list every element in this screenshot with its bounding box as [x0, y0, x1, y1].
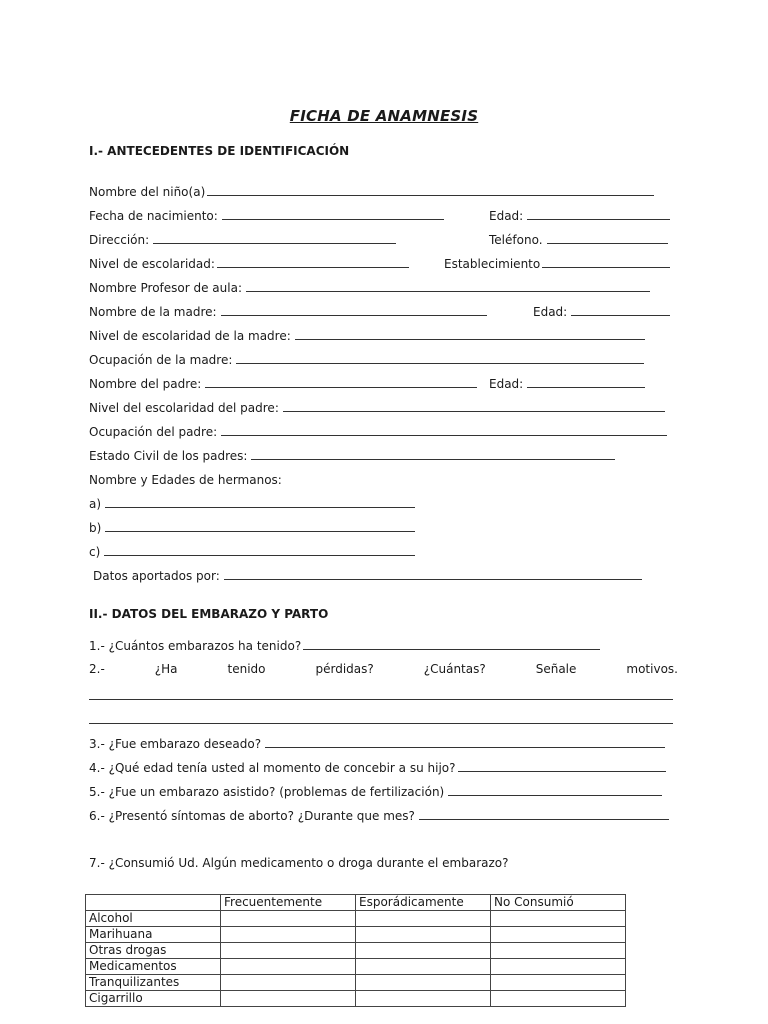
q4-label: 4.- ¿Qué edad tenía usted al momento de concebir a su hijo? — [89, 761, 456, 775]
table-row — [86, 911, 626, 927]
schooling-label: Nivel de escolaridad: — [89, 257, 215, 271]
sibling-b-blank[interactable] — [105, 520, 415, 532]
table-header-cell — [86, 895, 221, 911]
substance-table — [85, 894, 626, 1007]
father-schooling-field[interactable] — [89, 400, 665, 416]
sibling-c-field[interactable] — [89, 544, 415, 560]
table-cell[interactable] — [491, 927, 626, 943]
age-field-child[interactable] — [489, 208, 670, 224]
row-label: Otras drogas — [86, 943, 221, 959]
table-cell[interactable] — [221, 975, 356, 991]
school-label: Establecimiento — [444, 257, 541, 271]
schooling-field[interactable] — [89, 256, 409, 272]
table-header-cell: Esporádicamente — [356, 895, 491, 911]
row-label: Cigarrillo — [86, 991, 221, 1007]
table-cell[interactable] — [356, 991, 491, 1007]
father-age-label: Edad: — [489, 377, 524, 391]
section-identification-heading: I.- ANTECEDENTES DE IDENTIFICACIÓN — [89, 144, 350, 158]
q5-label: 5.- ¿Fue un embarazo asistido? (problemas de fertilización) — [89, 785, 445, 799]
father-occupation-field[interactable] — [89, 424, 667, 440]
q2-label — [89, 662, 678, 676]
birthdate-blank[interactable] — [222, 208, 444, 220]
address-blank[interactable] — [153, 232, 396, 244]
mother-age-label: Edad: — [533, 305, 568, 319]
table-row — [86, 991, 626, 1007]
sibling-a-label: a) — [89, 497, 102, 511]
table-cell[interactable] — [491, 975, 626, 991]
school-blank[interactable] — [542, 256, 670, 268]
table-header-cell: Frecuentemente — [221, 895, 356, 911]
table-cell[interactable] — [356, 959, 491, 975]
address-label: Dirección: — [89, 233, 150, 247]
table-cell[interactable] — [491, 943, 626, 959]
marital-status-blank[interactable] — [251, 448, 615, 460]
child-name-label: Nombre del niño(a) — [89, 185, 206, 199]
q3-field[interactable] — [89, 736, 665, 752]
mother-schooling-label: Nivel de escolaridad de la madre: — [89, 329, 291, 343]
sibling-a-blank[interactable] — [105, 496, 415, 508]
table-cell[interactable] — [221, 959, 356, 975]
q7-label: 7.- ¿Consumió Ud. Algún medicamento o droga durante el embarazo? — [89, 856, 509, 870]
q6-label: 6.- ¿Presentó síntomas de aborto? ¿Durante que mes? — [89, 809, 415, 823]
q2-word: tenido — [227, 662, 266, 676]
row-label: Tranquilizantes — [86, 975, 221, 991]
informant-field[interactable] — [93, 568, 642, 584]
q1-label: 1.- ¿Cuántos embarazos ha tenido? — [89, 639, 302, 653]
q6-field[interactable] — [89, 808, 669, 824]
mother-age-field[interactable] — [533, 304, 670, 320]
sibling-b-label: b) — [89, 521, 102, 535]
q2-blank-line-2[interactable] — [89, 722, 673, 724]
q3-label: 3.- ¿Fue embarazo deseado? — [89, 737, 262, 751]
marital-status-field[interactable] — [89, 448, 615, 464]
mother-occupation-blank[interactable] — [236, 352, 644, 364]
row-label: Alcohol — [86, 911, 221, 927]
table-row — [86, 975, 626, 991]
siblings-label: Nombre y Edades de hermanos: — [89, 473, 282, 487]
row-label: Marihuana — [86, 927, 221, 943]
table-row — [86, 943, 626, 959]
mother-occupation-label: Ocupación de la madre: — [89, 353, 233, 367]
q2-blank-line-1[interactable] — [89, 698, 673, 700]
table-header-cell: No Consumió — [491, 895, 626, 911]
father-age-field[interactable] — [489, 376, 645, 392]
teacher-field[interactable] — [89, 280, 650, 296]
address-field[interactable] — [89, 232, 396, 248]
q2-word: Señale — [535, 662, 577, 676]
father-schooling-label: Nivel del escolaridad del padre: — [89, 401, 279, 415]
father-occupation-label: Ocupación del padre: — [89, 425, 218, 439]
table-cell[interactable] — [491, 911, 626, 927]
father-schooling-blank[interactable] — [283, 400, 665, 412]
marital-status-label: Estado Civil de los padres: — [89, 449, 248, 463]
father-occupation-blank[interactable] — [221, 424, 667, 436]
sibling-b-field[interactable] — [89, 520, 415, 536]
q2-word: ¿Cuántas? — [423, 662, 486, 676]
teacher-label: Nombre Profesor de aula: — [89, 281, 242, 295]
mother-name-label: Nombre de la madre: — [89, 305, 217, 319]
school-field[interactable] — [444, 256, 670, 272]
q2-word: 2.- — [89, 662, 105, 676]
mother-name-field[interactable] — [89, 304, 487, 320]
age-blank-child[interactable] — [527, 208, 670, 220]
mother-schooling-field[interactable] — [89, 328, 645, 344]
phone-blank[interactable] — [547, 232, 668, 244]
sibling-a-field[interactable] — [89, 496, 415, 512]
informant-label: Datos aportados por: — [93, 569, 220, 583]
q2-word: pérdidas? — [315, 662, 374, 676]
table-cell[interactable] — [356, 911, 491, 927]
table-cell[interactable] — [356, 975, 491, 991]
table-row — [86, 927, 626, 943]
father-age-blank[interactable] — [527, 376, 645, 388]
q5-blank[interactable] — [448, 784, 662, 796]
birthdate-label: Fecha de nacimiento: — [89, 209, 218, 223]
table-cell[interactable] — [491, 959, 626, 975]
child-name-blank[interactable] — [207, 184, 654, 196]
table-cell[interactable] — [491, 991, 626, 1007]
father-name-field[interactable] — [89, 376, 477, 392]
q1-blank[interactable] — [303, 638, 600, 650]
birthdate-field[interactable] — [89, 208, 444, 224]
father-name-label: Nombre del padre: — [89, 377, 202, 391]
q6-blank[interactable] — [419, 808, 669, 820]
phone-label: Teléfono. — [489, 233, 543, 247]
table-cell[interactable] — [221, 927, 356, 943]
teacher-blank[interactable] — [246, 280, 650, 292]
mother-name-blank[interactable] — [221, 304, 487, 316]
section-pregnancy-heading: II.- DATOS DEL EMBARAZO Y PARTO — [89, 607, 329, 621]
informant-blank[interactable] — [224, 568, 642, 580]
child-name-field[interactable] — [89, 184, 654, 200]
table-cell[interactable] — [221, 943, 356, 959]
sibling-c-blank[interactable] — [104, 544, 415, 556]
page-title: FICHA DE ANAMNESIS — [289, 107, 479, 125]
q2-word: ¿Ha — [154, 662, 178, 676]
sibling-c-label: c) — [89, 545, 101, 559]
q1-field[interactable] — [89, 638, 600, 654]
row-label: Medicamentos — [86, 959, 221, 975]
mother-occupation-field[interactable] — [89, 352, 644, 368]
phone-field[interactable] — [489, 232, 668, 248]
mother-schooling-blank[interactable] — [295, 328, 645, 340]
schooling-blank[interactable] — [217, 256, 409, 268]
q4-blank[interactable] — [458, 760, 666, 772]
q5-field[interactable] — [89, 784, 662, 800]
table-cell[interactable] — [356, 927, 491, 943]
age-label-child: Edad: — [489, 209, 524, 223]
mother-age-blank[interactable] — [571, 304, 670, 316]
table-header-row — [86, 895, 626, 911]
q3-blank[interactable] — [265, 736, 665, 748]
father-name-blank[interactable] — [205, 376, 477, 388]
table-cell[interactable] — [356, 943, 491, 959]
table-cell[interactable] — [221, 911, 356, 927]
table-cell[interactable] — [221, 991, 356, 1007]
q4-field[interactable] — [89, 760, 666, 776]
table-row — [86, 959, 626, 975]
q2-word: motivos. — [626, 662, 678, 676]
